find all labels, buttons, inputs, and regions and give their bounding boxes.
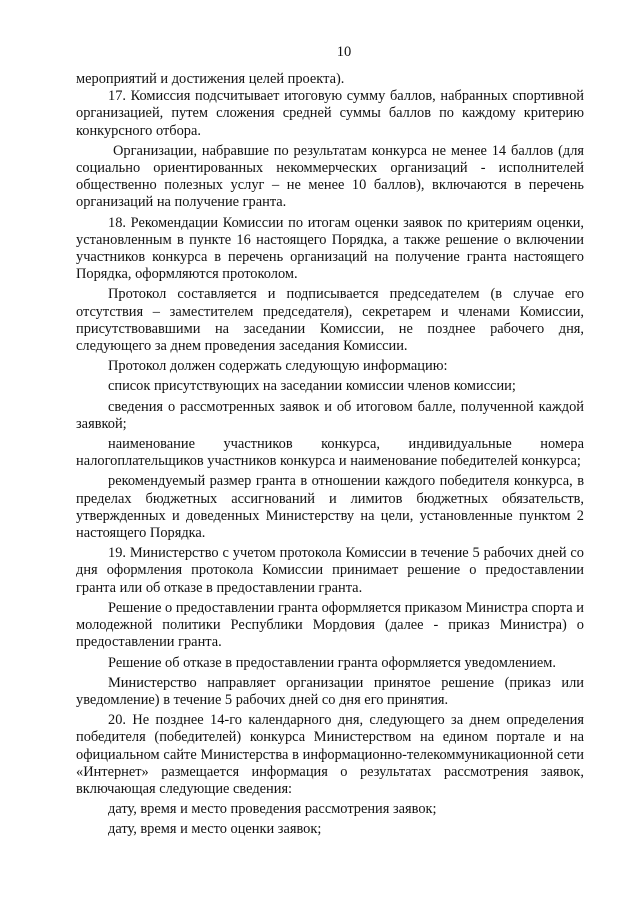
paragraph-protocol-contents: Протокол должен содержать следующую информацию: [108, 358, 448, 375]
list-item-members: список присутствующих на заседании комиссии членов комиссии; [108, 378, 516, 395]
paragraph-score-threshold: Организации, набравшие по результатам конкурса не менее 14 баллов (для социально ориентированных некоммерческих организаций - исполнителей общественно полезных услуг – не менее 10 баллов), включаются в перечень организаций на получение гранта. [76, 142, 584, 211]
paragraph-clause-19: 19. Министерство с учетом протокола Комиссии в течение 5 рабочих дней со дня оформления протокола Комиссии принимает решение о предоставлении гранта или об отказе в предоставлении гранта. [76, 545, 584, 596]
paragraph-grant-order: Решение о предоставлении гранта оформляется приказом Министра спорта и молодежной политики Республики Мордовия (далее - приказ Министра) о предоставлении гранта. [76, 599, 584, 651]
list-item-evaluation-date: дату, время и место оценки заявок; [108, 821, 322, 838]
document-body [76, 71, 584, 839]
paragraph-clause-20: 20. Не позднее 14-го календарного дня, следующего за днем определения победителя (победителей) конкурса Министерством на едином портале и на официальном сайте Министерства в информационно-телекоммуникационной сети «Интернет» размещается информация о результатах рассмотрения заявок, включающая следующие сведения: [76, 712, 584, 797]
paragraph-continuation: мероприятий и достижения целей проекта). [76, 71, 345, 87]
list-item-review-date: дату, время и место проведения рассмотрения заявок; [108, 801, 437, 818]
paragraph-clause-17: 17. Комиссия подсчитывает итоговую сумму баллов, набранных спортивной организацией, путем сложения средней суммы баллов по каждому критерию конкурсного отбора. [76, 88, 584, 139]
paragraph-refusal-notice: Решение об отказе в предоставлении гранта оформляется уведомлением. [108, 654, 556, 671]
paragraph-decision-delivery: Министерство направляет организации принятое решение (приказ или уведомление) в течение 5 рабочих дней со дня его принятия. [76, 674, 584, 708]
list-item-participants: наименование участников конкурса, индивидуальные номера налогоплательщиков участников конкурса и наименование победителей конкурса; [76, 436, 584, 470]
list-item-applications: сведения о рассмотренных заявок и об итоговом балле, полученной каждой заявкой; [76, 398, 584, 432]
page-number: 10 [336, 44, 352, 60]
paragraph-protocol-signing: Протокол составляется и подписывается председателем (в случае его отсутствия – заместителем председателя), секретарем и членами Комиссии, присутствовавшими на заседании Комиссии, не позднее рабочего дня, следующего за днем проведения заседания Комиссии. [76, 286, 584, 355]
list-item-grant-size: рекомендуемый размер гранта в отношении каждого победителя конкурса, в пределах бюджетных ассигнований и лимитов бюджетных обязательств, утвержденных и доведенных Министерству на цели, установленные пунктом 2 настоящего Порядка. [76, 473, 584, 542]
paragraph-clause-18: 18. Рекомендации Комиссии по итогам оценки заявок по критериям оценки, установленным в пункте 16 настоящего Порядка, а также решение о включении участников конкурса в перечень организаций на получение гранта настоящего Порядка, оформляются протоколом. [76, 214, 584, 283]
